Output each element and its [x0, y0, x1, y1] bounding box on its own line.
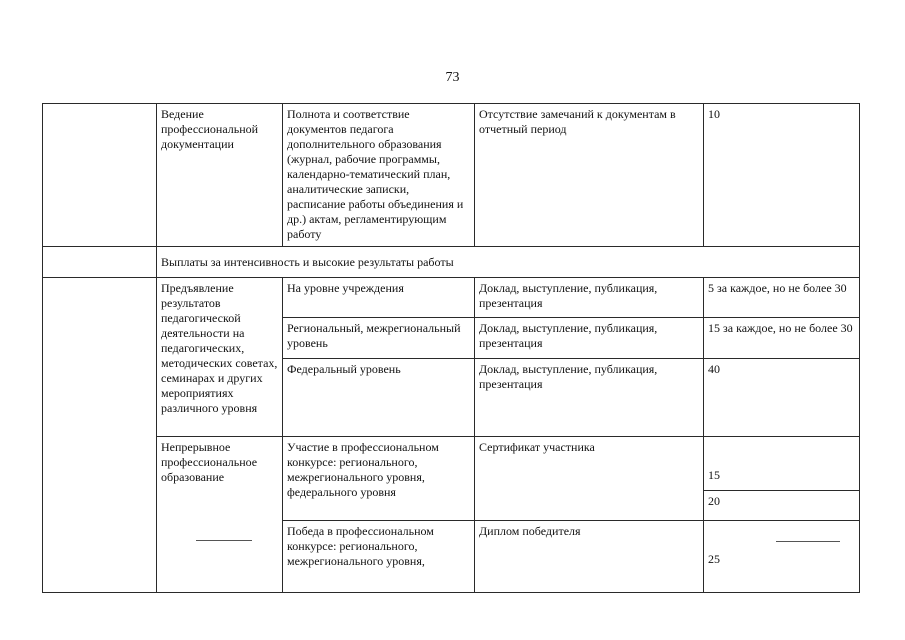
points-cell — [704, 521, 860, 593]
confirmation-cell: Доклад, выступление, публикация, презентация — [475, 278, 704, 318]
criteria-table — [42, 103, 860, 593]
position-cell — [43, 104, 157, 247]
points-victory: 25 — [708, 552, 720, 566]
confirmation-cell: Отсутствие замечаний к документам в отчетный период — [475, 104, 704, 247]
confirmation-cell: Доклад, выступление, публикация, презентация — [475, 318, 704, 359]
page-number: 73 — [445, 70, 460, 85]
points-cell: 10 — [704, 104, 860, 247]
indicator-cell: Победа в профессиональном конкурсе: регионального, межрегионального уровня, — [283, 521, 475, 593]
points-cell: 15 за каждое, но не более 30 — [704, 318, 860, 359]
criterion-cell: Предъявление результатов педагогической деятельности на педагогических, методических советах, семинарах и других мероприятиях различного уровня — [157, 278, 283, 437]
table-row — [43, 247, 860, 278]
criterion-cell: Ведение профессиональной документации — [157, 104, 283, 247]
indicator-cell: На уровне учреждения — [283, 278, 475, 318]
points-cell — [704, 437, 860, 491]
confirmation-cell: Сертификат участника — [475, 437, 704, 521]
ink-mark — [776, 541, 840, 542]
table-row — [43, 278, 860, 318]
criterion-cell: Непрерывное профессиональное образование — [157, 437, 283, 593]
points-cell: 40 — [704, 359, 860, 437]
section-header: Выплаты за интенсивность и высокие результаты работы — [157, 247, 860, 278]
position-cell — [43, 278, 157, 593]
table-row — [43, 104, 860, 247]
table-row — [43, 437, 860, 491]
indicator-cell: Федеральный уровень — [283, 359, 475, 437]
points-regional: 15 — [708, 468, 720, 482]
points-cell: 20 — [704, 491, 860, 521]
indicator-cell: Участие в профессиональном конкурсе: регионального, межрегионального уровня, федерального уровня — [283, 437, 475, 521]
position-cell — [43, 247, 157, 278]
indicator-cell: Полнота и соответствие документов педагога дополнительного образования (журнал, рабочие программы, календарно-тематический план, аналитические записки, расписание работы объединения и др.) актам, регламентирующим работу — [283, 104, 475, 247]
confirmation-cell: Диплом победителя — [475, 521, 704, 593]
points-cell: 5 за каждое, но не более 30 — [704, 278, 860, 318]
confirmation-cell: Доклад, выступление, публикация, презентация — [475, 359, 704, 437]
ink-mark — [196, 540, 252, 541]
indicator-cell: Региональный, межрегиональный уровень — [283, 318, 475, 359]
